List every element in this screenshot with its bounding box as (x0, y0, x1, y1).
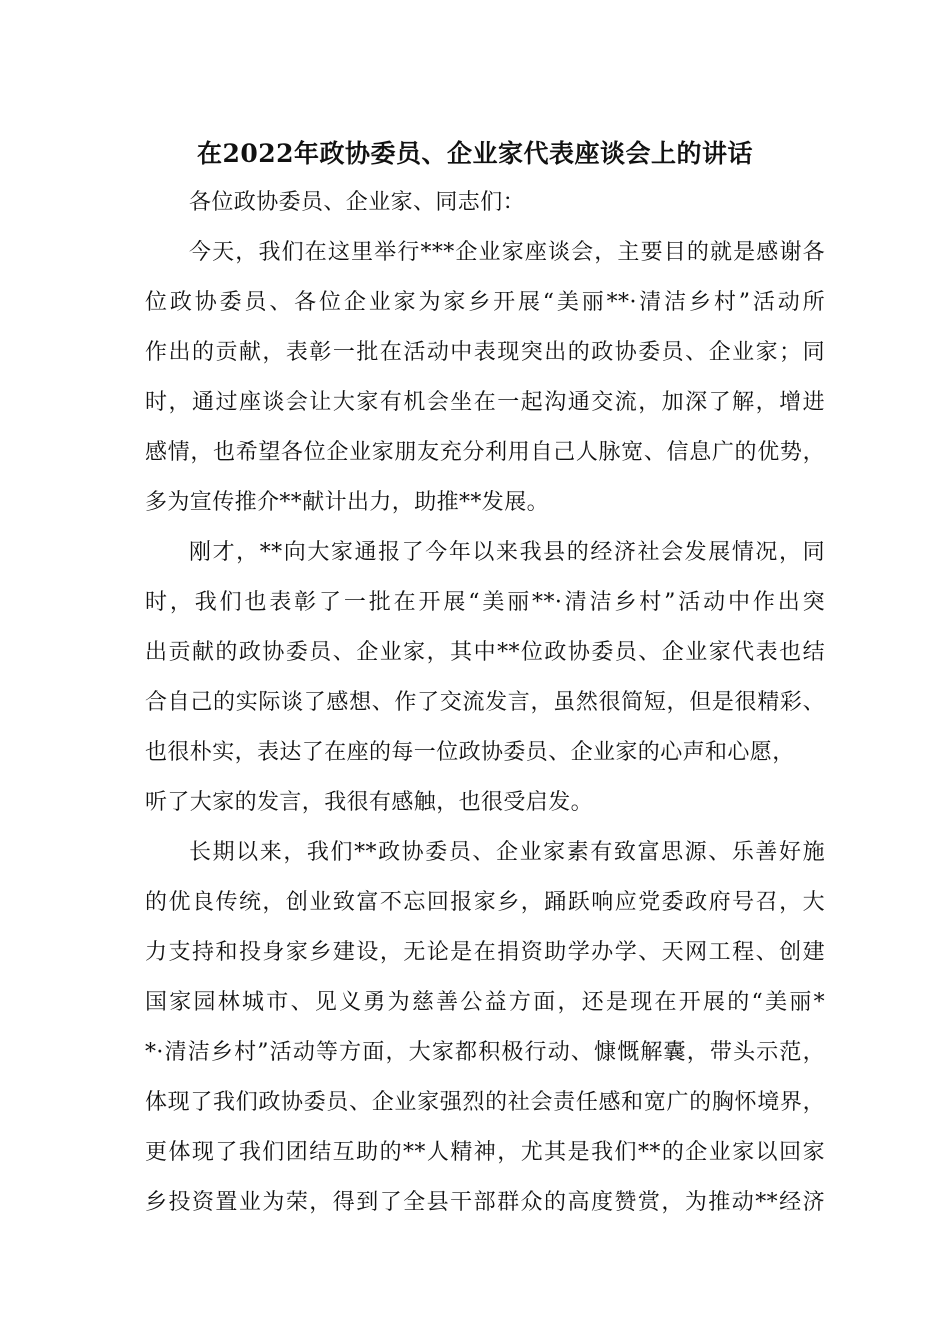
body-line: 各位政协委员、企业家、同志们： (189, 190, 526, 215)
body-line: *·清洁乡村”活动等方面，大家都积极行动、慷慨解囊，带头示范， (145, 1040, 825, 1065)
body-line: 时，通过座谈会让大家有机会坐在一起沟通交流，加深了解，增进 (145, 390, 825, 415)
body-line: 今天，我们在这里举行***企业家座谈会，主要目的就是感谢各 (189, 240, 825, 265)
body-line: 力支持和投身家乡建设，无论是在捐资助学办学、天网工程、创建 (145, 940, 825, 965)
body-line: 合自己的实际谈了感想、作了交流发言，虽然很简短，但是很精彩、 (145, 690, 825, 715)
body-line: 出贡献的政协委员、企业家，其中**位政协委员、企业家代表也结 (145, 640, 825, 665)
body-line: 多为宣传推介**献计出力，助推**发展。 (145, 490, 550, 515)
body-line: 位政协委员、各位企业家为家乡开展“美丽**·清洁乡村”活动所 (145, 290, 825, 315)
body-line: 长期以来，我们**政协委员、企业家素有致富思源、乐善好施 (189, 840, 825, 865)
body-line: 时，我们也表彰了一批在开展“美丽**·清洁乡村”活动中作出突 (145, 590, 825, 615)
document-body (145, 184, 825, 1234)
body-line: 的优良传统，创业致富不忘回报家乡，踊跃响应党委政府号召，大 (145, 890, 825, 915)
body-line: 听了大家的发言，我很有感触，也很受启发。 (145, 790, 594, 815)
body-line: 作出的贡献，表彰一批在活动中表现突出的政协委员、企业家；同 (145, 340, 825, 365)
body-line: 更体现了我们团结互助的**人精神，尤其是我们**的企业家以回家 (145, 1140, 825, 1165)
body-line: 体现了我们政协委员、企业家强烈的社会责任感和宽广的胸怀境界， (145, 1090, 825, 1115)
body-line: 感情，也希望各位企业家朋友充分利用自己人脉宽、信息广的优势， (145, 440, 825, 465)
body-line: 乡投资置业为荣，得到了全县干部群众的高度赞赏，为推动**经济 (145, 1190, 825, 1215)
body-line: 也很朴实，表达了在座的每一位政协委员、企业家的心声和心愿， (145, 740, 795, 765)
body-line: 国家园林城市、见义勇为慈善公益方面，还是现在开展的“美丽* (145, 990, 825, 1015)
document-title: 在2022年政协委员、企业家代表座谈会上的讲话 (196, 139, 754, 168)
body-line: 刚才，**向大家通报了今年以来我县的经济社会发展情况，同 (189, 540, 825, 565)
